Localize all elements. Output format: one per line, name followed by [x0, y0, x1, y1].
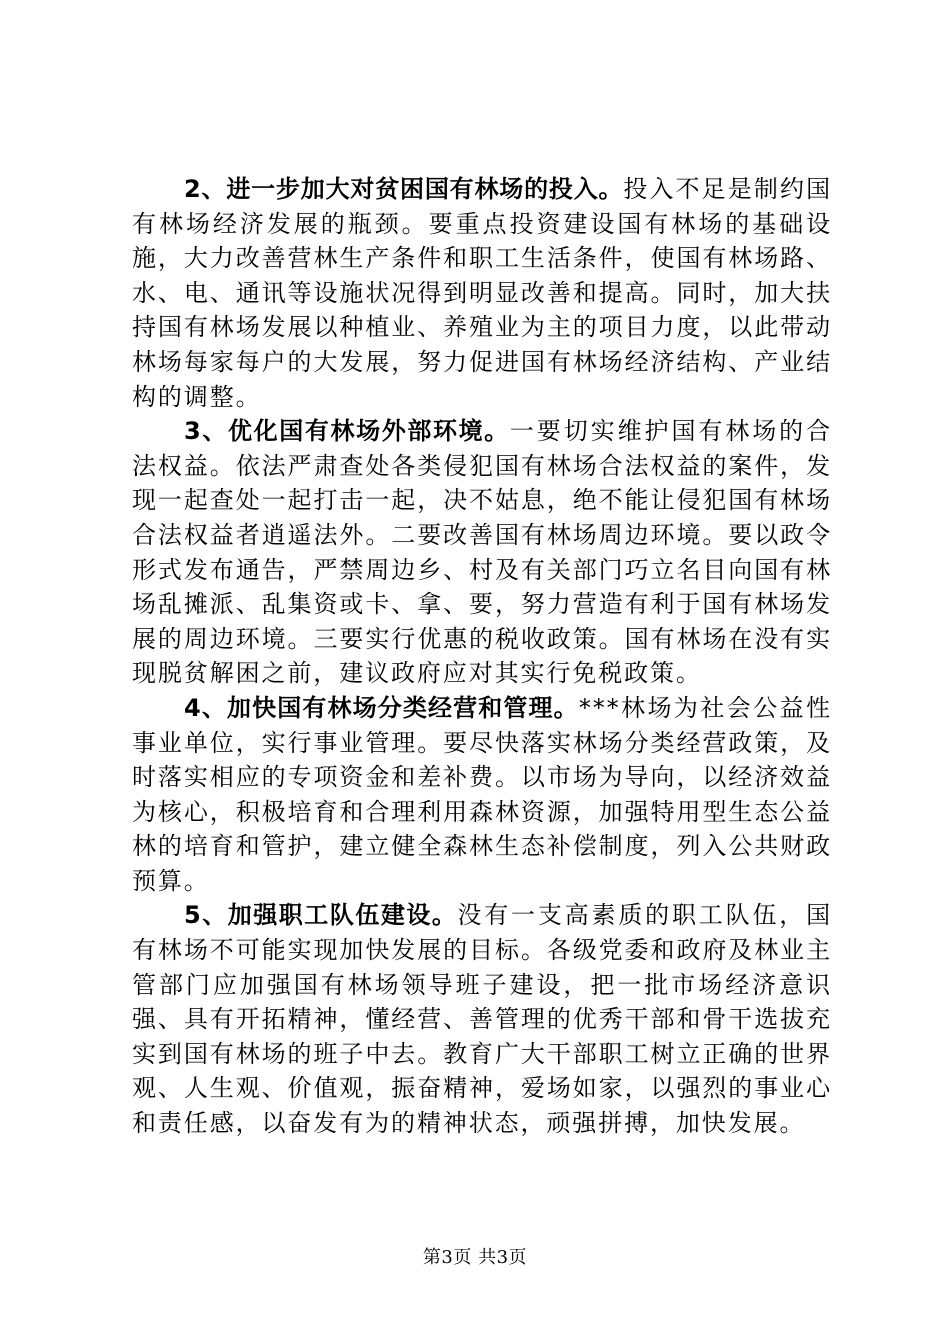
paragraph-workforce: [132, 898, 832, 1140]
paragraph-text: ***林场为社会公益性事业单位，实行事业管理。要尽快落实林场分类经营政策，及时落实相应的专项资金和差补费。以市场为导向，以经济效益为核心，积极培育和合理利用森林资源，加强特用型生态公益林的培育和管护，建立健全森林生态补偿制度，列入公共财政预算。: [132, 693, 832, 895]
paragraph-text: 一要切实维护国有林场的合法权益。依法严肃查处各类侵犯国有林场合法权益的案件，发现一起查处一起打击一起，决不姑息，绝不能让侵犯国有林场合法权益者逍遥法外。二要改善国有林场周边环境。要以政令形式发布通告，严禁周边乡、村及有关部门巧立名目向国有林场乱摊派、乱集资或卡、拿、要，努力营造有利于国有林场发展的周边环境。三要实行优惠的税收政策。国有林场在没有实现脱贫解困之前，建议政府应对其实行免税政策。: [132, 417, 832, 688]
paragraph-investment: [132, 172, 832, 414]
paragraph-heading: 4、加快国有林场分类经营和管理。: [184, 693, 579, 722]
document-body: [132, 172, 832, 1141]
paragraph-heading: 5、加强职工队伍建设。: [184, 901, 458, 930]
page-footer: [0, 1243, 950, 1269]
paragraph-text: 没有一支高素质的职工队伍，国有林场不可能实现加快发展的目标。各级党委和政府及林业主管部门应加强国有林场领导班子建设，把一批市场经济意识强、具有开拓精神，懂经营、善管理的优秀干部和骨干选拔充实到国有林场的班子中去。教育广大干部职工树立正确的世界观、人生观、价值观，振奋精神，爱场如家，以强烈的事业心和责任感，以奋发有为的精神状态，顽强拼搏，加快发展。: [132, 901, 832, 1138]
paragraph-heading: 3、优化国有林场外部环境。: [184, 417, 510, 446]
paragraph-environment: [132, 414, 832, 691]
paragraph-classified-management: [132, 691, 832, 899]
page-number-label: 第3页 共3页: [422, 1247, 528, 1268]
paragraph-heading: 2、进一步加大对贫困国有林场的投入。: [184, 175, 624, 203]
paragraph-text: 投入不足是制约国有林场经济发展的瓶颈。要重点投资建设国有林场的基础设施，大力改善营林生产条件和职工生活条件，使国有林场路、水、电、通讯等设施状况得到明显改善和提高。同时，加大扶持国有林场发展以种植业、养殖业为主的项目力度，以此带动林场每家每户的大发展，努力促进国有林场经济结构、产业结构的调整。: [132, 175, 832, 411]
